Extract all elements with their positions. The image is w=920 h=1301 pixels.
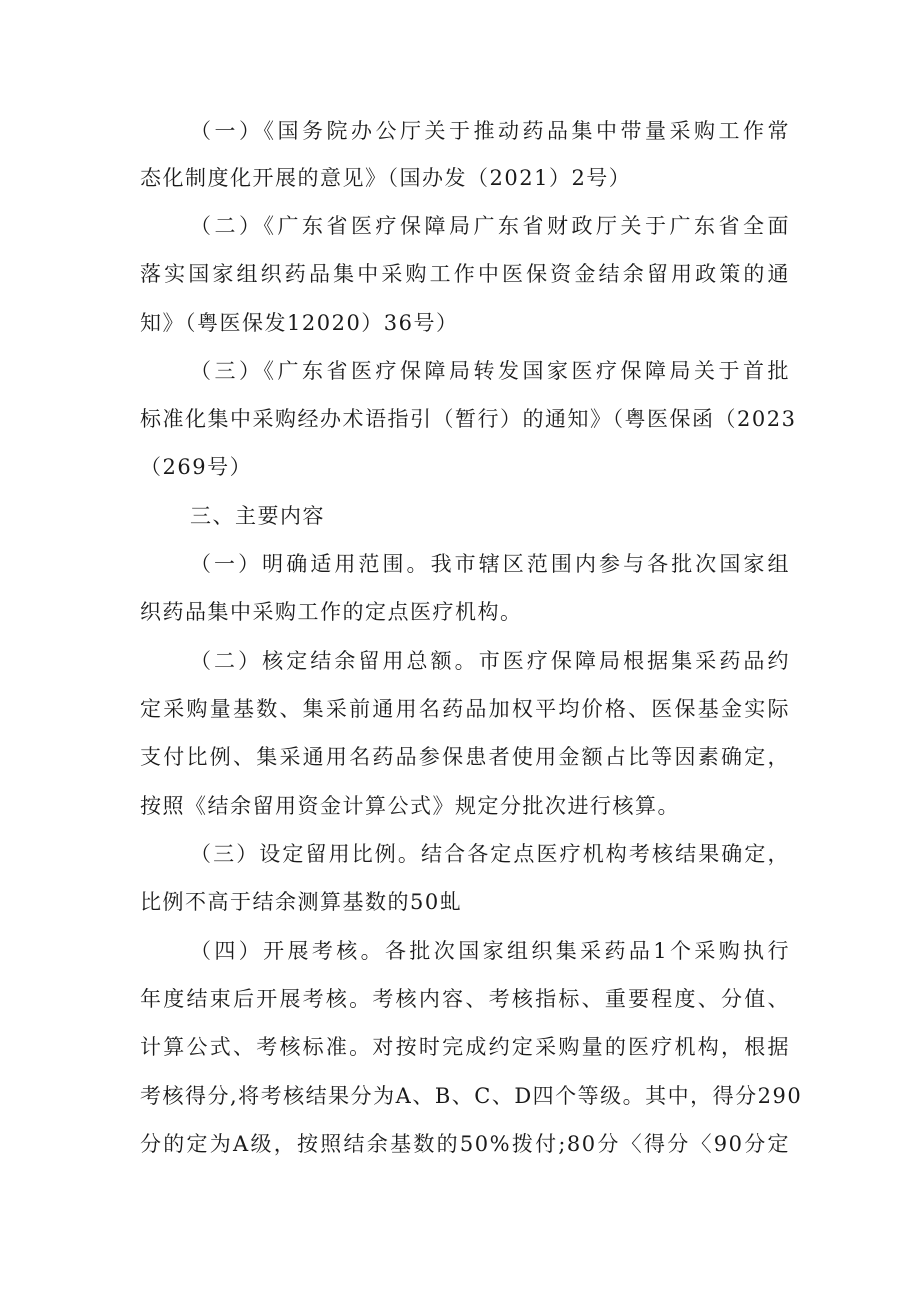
ref-3-line-2: 标准化集中采购经办术语指引（暂行）的通知》（粤医保函（2023 bbox=[140, 407, 797, 431]
item-1-line-1: （一）明确适用范围。我市辖区范围内参与各批次国家组 bbox=[190, 552, 790, 576]
item-3-line-2: 比例不高于结余测算基数的50虬 bbox=[140, 890, 463, 914]
item-3-line-1: （三）设定留用比例。结合各定点医疗机构考核结果确定， bbox=[190, 842, 790, 866]
item-4-line-2: 年度结束后开展考核。考核内容、考核指标、重要程度、分值、 bbox=[140, 987, 790, 1011]
item-4-line-1: （四）开展考核。各批次国家组织集采药品1个采购执行 bbox=[190, 939, 790, 963]
ref-3-line-1: （三）《广东省医疗保障局转发国家医疗保障局关于首批 bbox=[190, 359, 790, 383]
ref-2-line-1: （二）《广东省医疗保障局广东省财政厅关于广东省全面 bbox=[190, 214, 790, 238]
section-heading: 三、主要内容 bbox=[190, 504, 325, 528]
ref-1-line-2: 态化制度化开展的意见》（国办发（2021）2号） bbox=[140, 166, 632, 190]
ref-2-line-3: 知》（粤医保发12020）36号） bbox=[140, 311, 459, 335]
ref-2-line-2: 落实国家组织药品集中采购工作中医保资金结余留用政策的通 bbox=[140, 262, 790, 286]
item-2-line-3: 支付比例、集采通用名药品参保患者使用金额占比等因素确定， bbox=[140, 745, 790, 769]
item-1-line-2: 织药品集中采购工作的定点医疗机构。 bbox=[140, 600, 523, 624]
item-2-line-2: 定采购量基数、集采前通用名药品加权平均价格、医保基金实际 bbox=[140, 697, 790, 721]
item-2-line-1: （二）核定结余留用总额。市医疗保障局根据集采药品约 bbox=[190, 649, 790, 673]
item-2-line-4: 按照《结余留用资金计算公式》规定分批次进行核算。 bbox=[140, 794, 680, 818]
ref-1-line-1: （一）《国务院办公厅关于推动药品集中带量采购工作常 bbox=[190, 119, 790, 143]
ref-3-line-3: （269号） bbox=[140, 455, 253, 479]
item-4-line-3: 计算公式、考核标准。对按时完成约定采购量的医疗机构，根据 bbox=[140, 1035, 790, 1059]
item-4-line-4: 考核得分,将考核结果分为A、B、C、D四个等级。其中，得分290 bbox=[140, 1084, 803, 1108]
item-4-line-5: 分的定为A级，按照结余基数的50%拨付;80分〈得分〈90分定 bbox=[140, 1132, 790, 1156]
